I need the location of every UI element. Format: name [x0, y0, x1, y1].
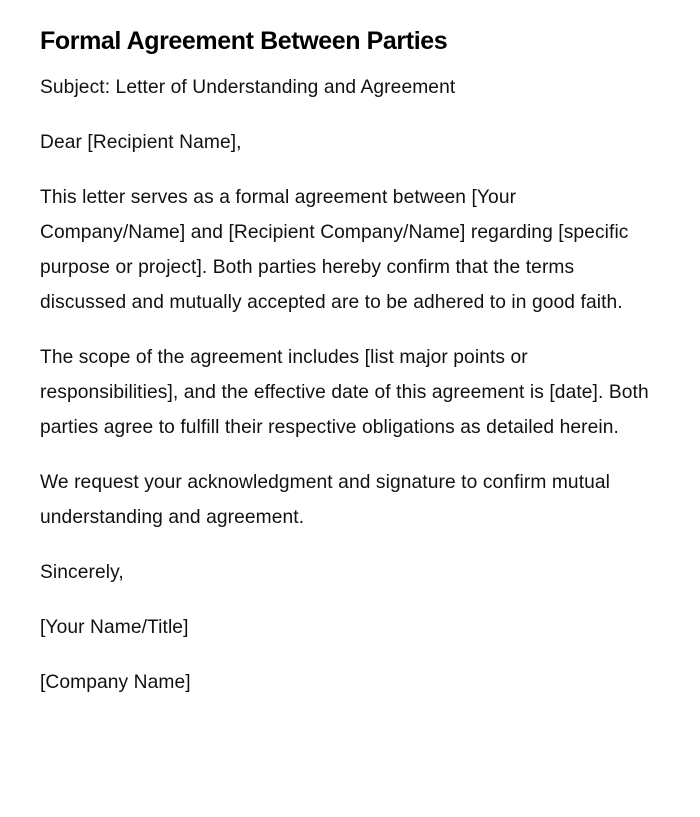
document-title: Formal Agreement Between Parties [40, 27, 448, 55]
body-paragraph-request: We request your acknowledgment and signature to confirm mutual understanding and agreement. [40, 472, 611, 528]
signature-name: [Your Name/Title] [40, 617, 189, 638]
body-paragraph-scope: The scope of the agreement includes [list major points or responsibilities], and the effective date of this agreement is [date]. Both parties agree to fulfill their respective obligations as detailed herein. [40, 347, 649, 438]
signature-company: [Company Name] [40, 672, 191, 693]
closing: Sincerely, [40, 562, 124, 583]
body-paragraph-intro: This letter serves as a formal agreement between [Your Company/Name] and [Recipient Company/Name] regarding [specific purpose or project]. Both parties hereby confirm that the terms discussed and mutually accepted are to be adhered to in good faith. [40, 187, 629, 313]
subject-line: Subject: Letter of Understanding and Agreement [40, 77, 456, 98]
salutation: Dear [Recipient Name], [40, 132, 242, 153]
